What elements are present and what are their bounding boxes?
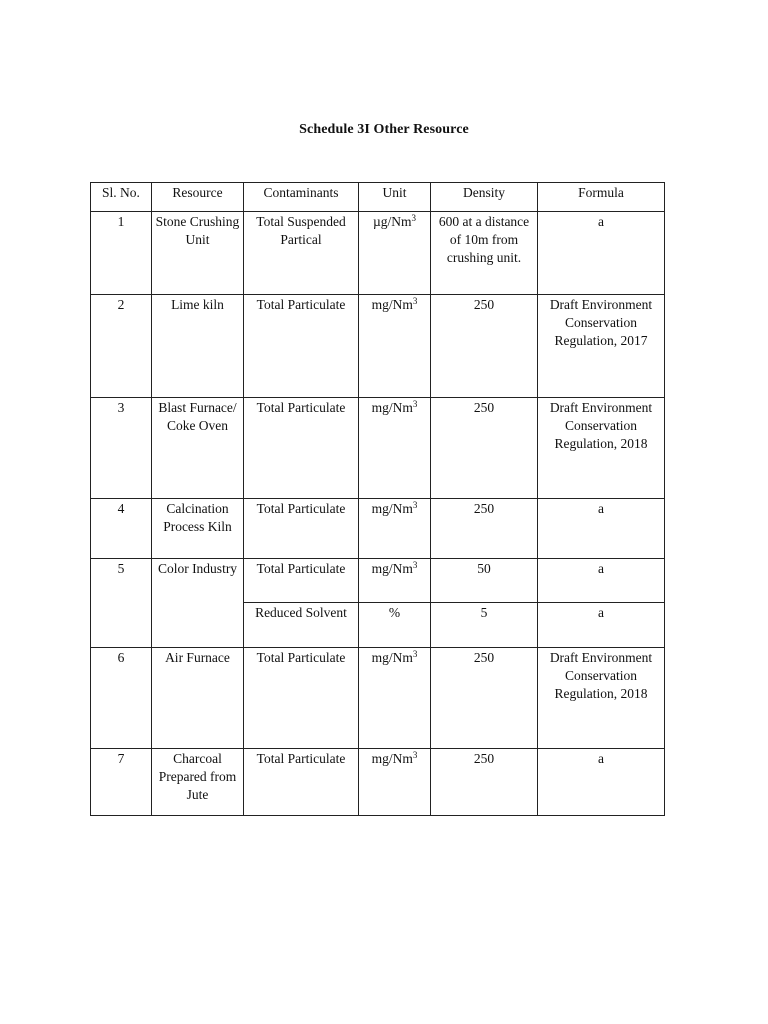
header-resource: Resource	[152, 183, 244, 212]
cell-sl-no: 4	[91, 499, 152, 559]
cell-formula: a	[538, 499, 665, 559]
cell-contaminants: Total Particulate	[244, 749, 359, 816]
cell-unit	[359, 749, 431, 816]
unit-text: µg/Nm	[372, 214, 412, 229]
cell-resource: Blast Furnace/ Coke Oven	[152, 398, 244, 499]
cell-formula: Draft Environment Conservation Regulation, 2018	[538, 648, 665, 749]
header-formula: Formula	[538, 183, 665, 212]
cell-unit	[359, 603, 431, 648]
cell-resource: Charcoal Prepared from Jute	[152, 749, 244, 816]
unit-text: %	[388, 605, 401, 620]
header-contaminants: Contaminants	[244, 183, 359, 212]
cell-formula: Draft Environment Conservation Regulation, 2017	[538, 295, 665, 398]
unit-text: mg/Nm	[371, 400, 413, 415]
cell-density: 600 at a distance of 10m from crushing unit.	[431, 212, 538, 295]
cell-unit	[359, 295, 431, 398]
schedule-table	[90, 182, 665, 816]
unit-text: mg/Nm	[371, 501, 413, 516]
cell-formula: a	[538, 559, 665, 603]
table-row	[91, 499, 665, 559]
cell-sl-no: 5	[91, 559, 152, 648]
cell-resource: Lime kiln	[152, 295, 244, 398]
table-row	[91, 749, 665, 816]
cell-density: 250	[431, 295, 538, 398]
unit-superscript: 3	[411, 213, 417, 223]
table-row	[91, 648, 665, 749]
cell-resource: Stone Crushing Unit	[152, 212, 244, 295]
cell-contaminants: Total Particulate	[244, 295, 359, 398]
header-unit: Unit	[359, 183, 431, 212]
unit-superscript: 3	[412, 750, 418, 760]
cell-density: 5	[431, 603, 538, 648]
cell-resource: Air Furnace	[152, 648, 244, 749]
cell-unit	[359, 398, 431, 499]
cell-contaminants: Total Particulate	[244, 559, 359, 603]
cell-contaminants: Reduced Solvent	[244, 603, 359, 648]
unit-text: mg/Nm	[371, 561, 413, 576]
document-title: Schedule 3I Other Resource	[299, 122, 469, 137]
cell-density: 250	[431, 749, 538, 816]
cell-sl-no: 7	[91, 749, 152, 816]
cell-sl-no: 2	[91, 295, 152, 398]
cell-density: 250	[431, 398, 538, 499]
cell-sl-no: 1	[91, 212, 152, 295]
table-row	[91, 295, 665, 398]
table-header-row	[91, 183, 665, 212]
cell-formula: Draft Environment Conservation Regulation, 2018	[538, 398, 665, 499]
cell-sl-no: 3	[91, 398, 152, 499]
unit-superscript: 3	[412, 296, 418, 306]
unit-text: mg/Nm	[371, 751, 413, 766]
cell-unit	[359, 212, 431, 295]
table-row	[91, 212, 665, 295]
unit-superscript: 3	[412, 500, 418, 510]
cell-formula: a	[538, 749, 665, 816]
cell-formula: a	[538, 603, 665, 648]
cell-sl-no: 6	[91, 648, 152, 749]
cell-unit	[359, 648, 431, 749]
cell-resource: Calcination Process Kiln	[152, 499, 244, 559]
cell-density: 50	[431, 559, 538, 603]
cell-unit	[359, 499, 431, 559]
cell-formula: a	[538, 212, 665, 295]
cell-contaminants: Total Suspended Partical	[244, 212, 359, 295]
cell-density: 250	[431, 499, 538, 559]
unit-text: mg/Nm	[371, 297, 413, 312]
header-sl-no: Sl. No.	[91, 183, 152, 212]
unit-superscript: 3	[412, 560, 418, 570]
cell-contaminants: Total Particulate	[244, 648, 359, 749]
cell-resource: Color Industry	[152, 559, 244, 648]
cell-density: 250	[431, 648, 538, 749]
cell-contaminants: Total Particulate	[244, 499, 359, 559]
unit-superscript: 3	[412, 399, 418, 409]
table-row	[91, 398, 665, 499]
table-row	[91, 559, 665, 603]
cell-unit	[359, 559, 431, 603]
unit-superscript: 3	[412, 649, 418, 659]
unit-text: mg/Nm	[371, 650, 413, 665]
cell-contaminants: Total Particulate	[244, 398, 359, 499]
header-density: Density	[431, 183, 538, 212]
